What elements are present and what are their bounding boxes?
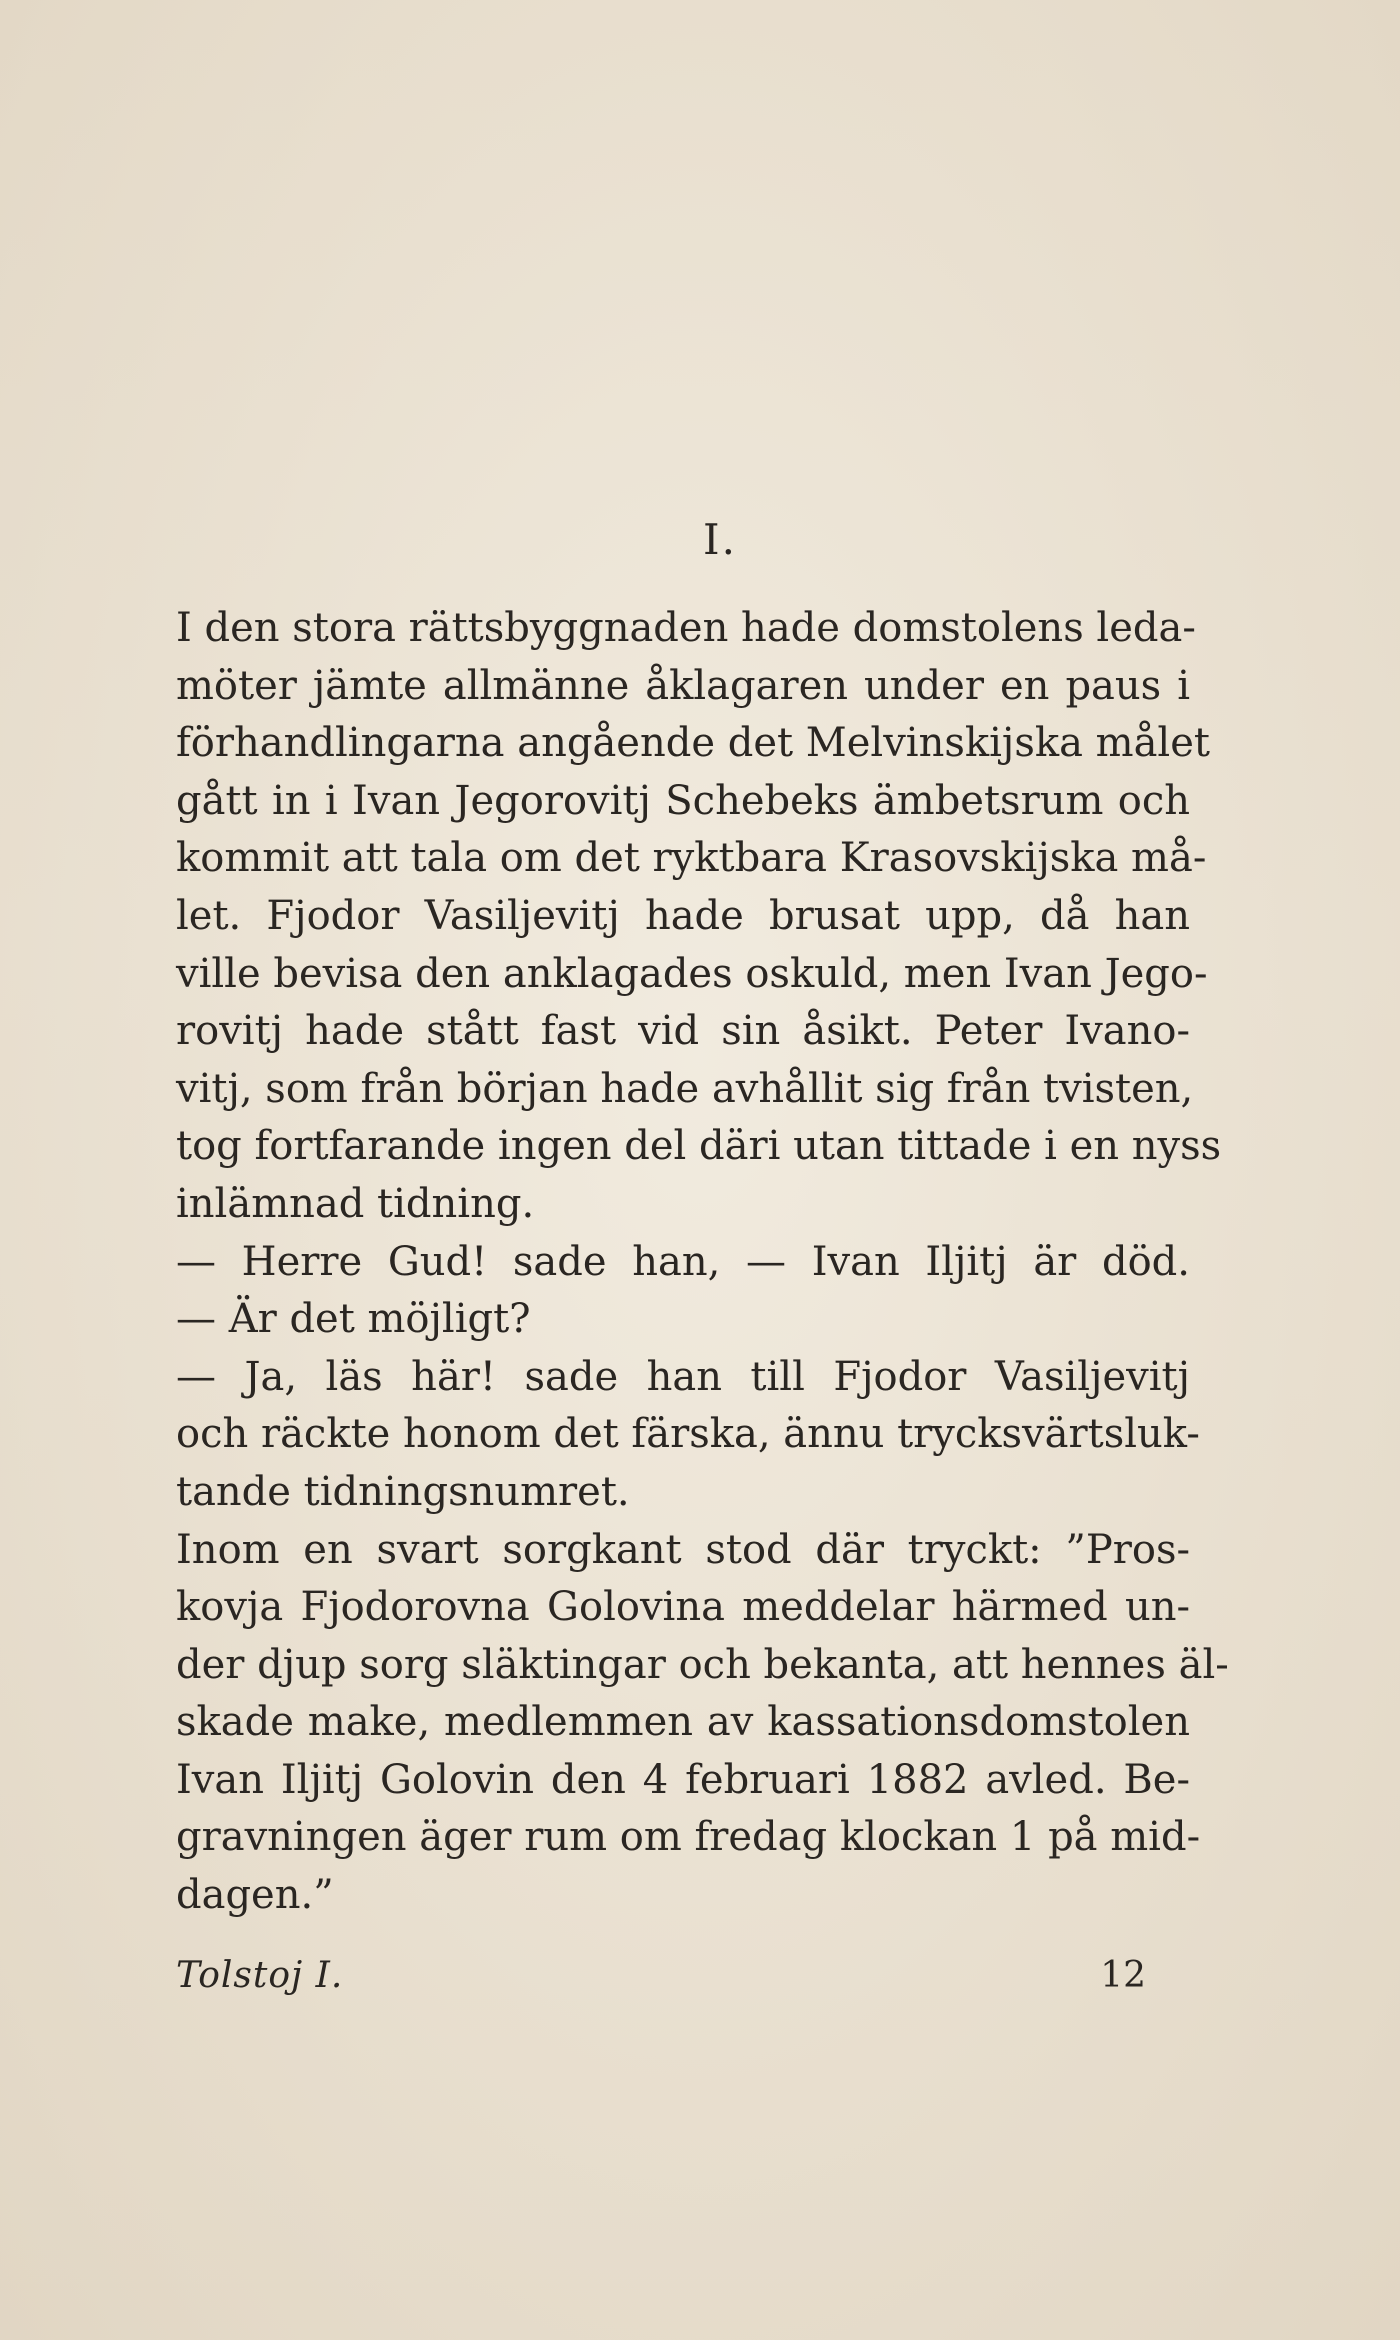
chapter-number: I. (703, 515, 737, 564)
text-line-23: dagen.” (176, 1872, 334, 1919)
signature-mark: Tolstoj I. (176, 1955, 344, 1996)
text-line-7: ville bevisa den anklagades oskuld, men Ivan Jego- (176, 950, 1208, 997)
text-line-21: Ivan Iljitj Golovin den 4 februari 1882 avled. Be- (176, 1756, 1190, 1803)
page-footer (176, 1955, 1190, 2015)
text-line-4: gått in i Ivan Jegorovitj Schebeks ämbetsrum och (176, 777, 1190, 824)
text-line-17: Inom en svart sorgkant stod där tryckt: ”Pros- (176, 1526, 1190, 1573)
text-line-6: let. Fjodor Vasiljevitj hade brusat upp, då han (176, 892, 1190, 939)
text-line-13: — Är det möjligt? (176, 1296, 531, 1343)
text-line-18: kovja Fjodorovna Golovina meddelar härmed un- (176, 1584, 1190, 1631)
text-line-11: inlämnad tidning. (176, 1180, 535, 1227)
text-line-16: tande tidningsnumret. (176, 1468, 630, 1515)
text-line-20: skade make, medlemmen av kassationsdomstolen (176, 1699, 1190, 1746)
text-line-19: der djup sorg släktingar och bekanta, att hennes äl- (176, 1641, 1229, 1688)
text-line-5: kommit att tala om det ryktbara Krasovskijska må- (176, 835, 1207, 882)
body-text (176, 600, 1229, 1925)
text-line-15: och räckte honom det färska, ännu trycksvärtsluk- (176, 1411, 1200, 1458)
text-line-22: gravningen äger rum om fredag klockan 1 på mid- (176, 1814, 1201, 1861)
signature-number: 12 (1100, 1955, 1146, 1996)
text-line-12: — Herre Gud! sade han, — Ivan Iljitj är död. (176, 1238, 1190, 1285)
text-line-14: — Ja, läs här! sade han till Fjodor Vasiljevitj (176, 1353, 1190, 1400)
text-line-8: rovitj hade stått fast vid sin åsikt. Peter Ivano- (176, 1008, 1190, 1055)
text-line-9: vitj, som från början hade avhållit sig från tvisten, (176, 1065, 1194, 1112)
text-line-10: tog fortfarande ingen del däri utan tittade i en nyss (176, 1123, 1222, 1170)
text-line-2: möter jämte allmänne åklagaren under en paus i (176, 662, 1190, 709)
text-line-1: I den stora rättsbyggnaden hade domstolens leda- (176, 605, 1196, 651)
text-line-3: förhandlingarna angående det Melvinskijska målet (176, 720, 1210, 767)
